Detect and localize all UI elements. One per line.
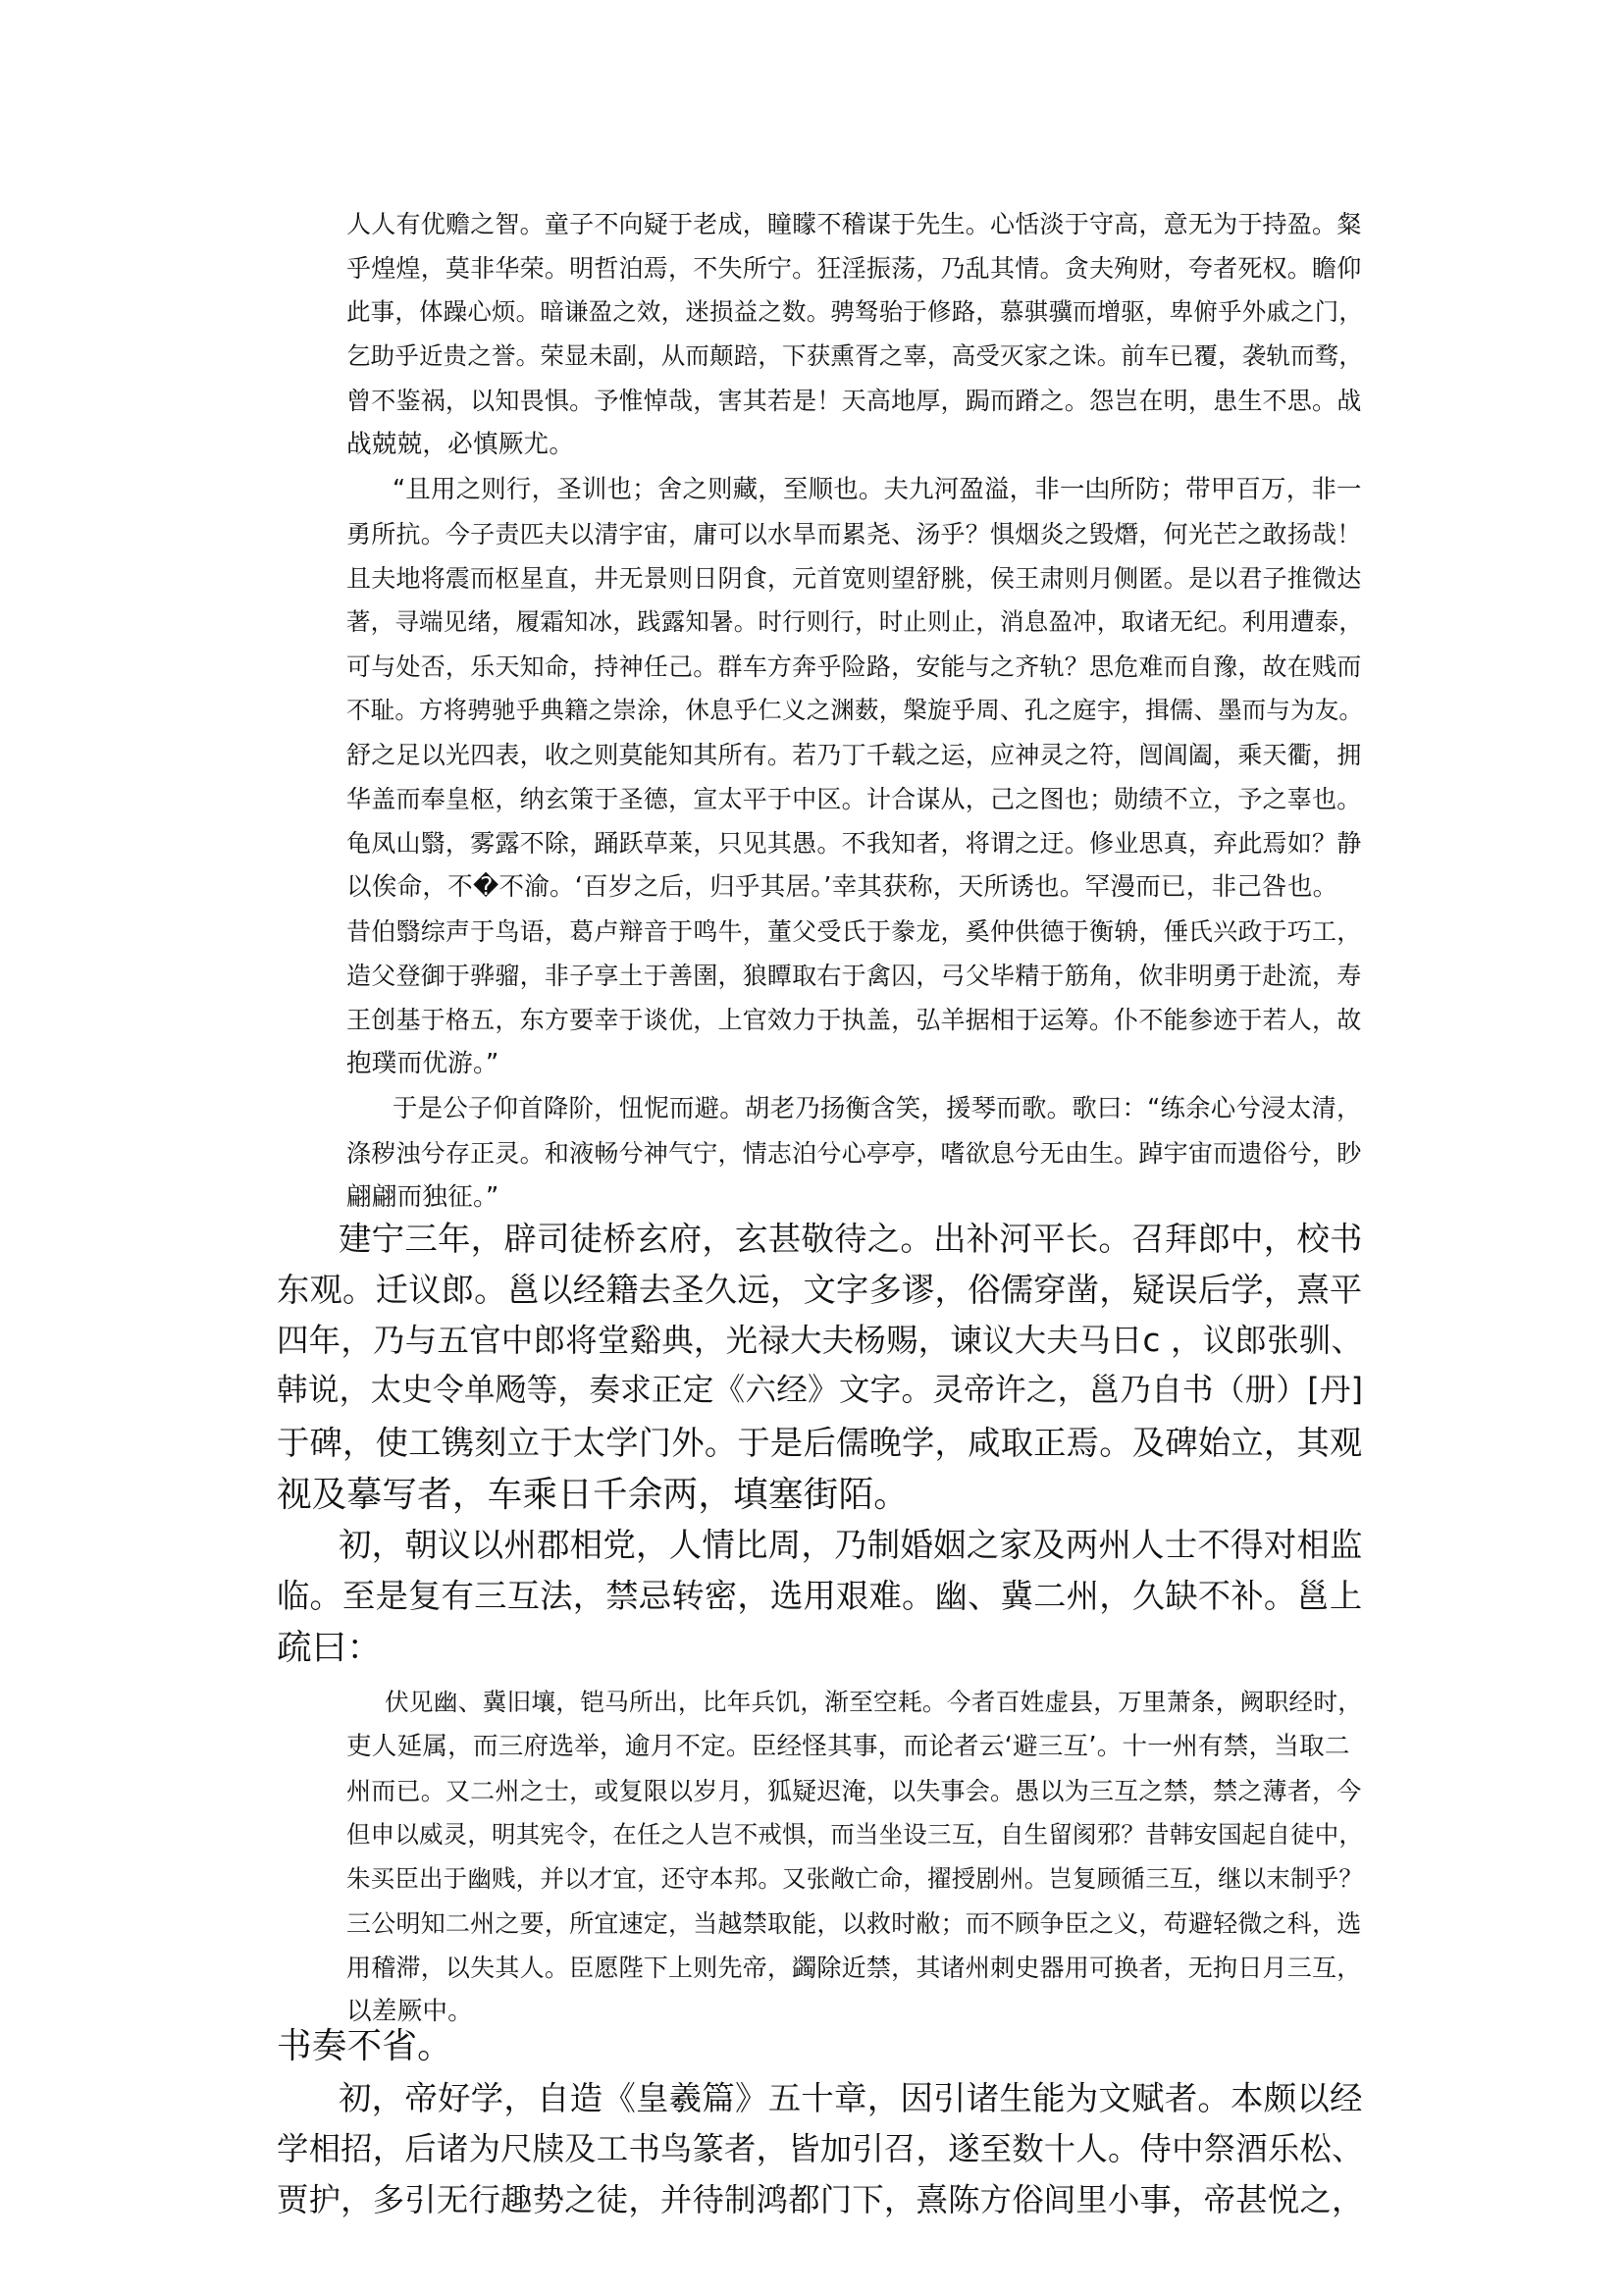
quote-line: 伏见幽、冀旧壤，铠马所出，比年兵饥，渐至空耗。今者百姓虚县，万里萧条，阙职经时， [385, 1688, 1363, 1716]
quote-line: 战兢兢，必慎厥尤。 [346, 430, 575, 459]
body-line: 贾护，多引无行趣势之徒，并待制鸿都门下，熹陈方俗闾里小事，帝甚悦之， [277, 2181, 1364, 2218]
quote-line: 乎煌煌，莫非华荣。明哲泊焉，不失所宁。狂淫振荡，乃乱其情。贪夫殉财，夸者死权。瞻仰 [346, 254, 1362, 283]
quote-line: 人人有优赡之智。童子不向疑于老成，瞳矇不稽谋于先生。心恬淡于守高，意无为于持盈。粲 [346, 210, 1362, 238]
quote-line: 用稽滞，以失其人。臣愿陛下上则先帝，蠲除近禁，其诸州刺史器用可换者，无拘日月三互， [346, 1954, 1362, 1982]
quote-line: 但申以威灵，明其宪令，在任之人岂不戒惧，而当坐设三互，自生留阂邪？昔韩安国起自徒中， [346, 1820, 1364, 1849]
quote-line: 舒之足以光四表，收之则莫能知其所有。若乃丁千载之运，应神灵之符，闿阊阖，乘天衢，拥 [346, 741, 1362, 769]
quote-line: 于是公子仰首降阶，忸怩而避。胡老乃扬衡含笑，援琴而歌。歌曰：“练余心兮浸太清， [393, 1094, 1362, 1123]
quote-line: 可与处否，乐天知命，持神任己。群车方奔乎险路，安能与之齐轨？思危难而自豫，故在贱而 [346, 652, 1362, 681]
quote-line: 翩翩而独征。” [346, 1182, 499, 1212]
body-line: 四年，乃与五官中郎将堂谿典，光禄大夫杨赐，谏议大夫马日c ，议郎张驯、 [277, 1322, 1364, 1359]
body-line: 临。至是复有三互法，禁忌转密，选用艰难。幽、冀二州，久缺不补。邕上 [277, 1577, 1363, 1615]
body-line: 疏曰： [277, 1628, 383, 1668]
quote-line: 以俟命，不�不渝。‘百岁之后，归乎其居。’幸其获称，天所诱也。罕漫而已，非己咎也。 [346, 872, 1338, 902]
body-line: 视及摹写者，车乘日千余两，填塞街陌。 [277, 1475, 910, 1515]
quote-line: 昔伯翳综声于鸟语，葛卢辩音于鸣牛，董父受氏于豢龙，奚仲供德于衡辀，倕氏兴政于巧工， [346, 917, 1362, 946]
quote-line: 王创基于格五，东方要幸于谈优，上官效力于执盖，弘羊据相于运筹。仆不能参迹于若人，故 [346, 1006, 1362, 1034]
quote-line: 州而已。又二州之士，或复限以岁月，狐疑迟淹，以失事会。愚以为三互之禁，禁之薄者，今 [346, 1777, 1362, 1805]
quote-line: 此事，体躁心烦。暗谦盈之效，迷损益之数。骋驽骀于修路，慕骐骥而增驱，卑俯乎外戚之门， [346, 297, 1364, 326]
quote-line: 造父登御于骅骝，非子享土于善圉，狼瞫取右于禽囚，弓父毕精于筋角，佽非明勇于赴流，寿 [346, 962, 1362, 990]
body-line: 初，朝议以州郡相党，人情比周，乃制婚姻之家及两州人士不得对相监 [339, 1526, 1363, 1564]
quote-line: 抱璞而优游。” [346, 1049, 499, 1078]
quote-line: 曾不鉴祸，以知畏惧。予惟悼哉，害其若是！天高地厚，跼而蹐之。怨岂在明，患生不思。战 [346, 387, 1362, 415]
quote-line: 以差厥中。 [346, 1997, 473, 2026]
quote-line: 吏人延属，而三府选举，逾月不定。臣经怪其事，而论者云‘避三互’。十一州有禁，当取二 [346, 1732, 1350, 1761]
quote-line: 且夫地将震而枢星直，井无景则日阴食，元首宽则望舒脁，侯王肃则月侧匿。是以君子推微达 [346, 564, 1362, 593]
body-line: 东观。迁议郎。邕以经籍去圣久远，文字多谬，俗儒穿凿，疑误后学，熹平 [277, 1271, 1363, 1309]
quote-line: 著，寻端见绪，履霜知冰，践露知暑。时行则行，时止则止，消息盈冲，取诸无纪。利用遭泰， [346, 607, 1364, 636]
quote-line: 朱买臣出于幽贱，并以才宜，还守本邦。又张敞亡命，擢授剧州。岂复顾循三互，继以末制乎？ [346, 1864, 1364, 1893]
quote-line: “且用之则行，圣训也；舍之则藏，至顺也。夫九河盈溢，非一凷所防；带甲百万，非一 [393, 475, 1362, 504]
quote-line: 涤秽浊兮存正灵。和液畅兮神气宁，情志泊兮心亭亭，嗜欲息兮无由生。踔宇宙而遗俗兮，眇 [346, 1139, 1362, 1168]
quote-line: 不耻。方将骋驰乎典籍之崇涂，休息乎仁义之渊薮，槃旋乎周、孔之庭宇，揖儒、墨而与为友。 [346, 696, 1364, 724]
quote-line: 龟凤山翳，雾露不除，踊跃草莱，只见其愚。不我知者，将谓之迂。修业思真，弃此焉如？静 [346, 829, 1362, 858]
quote-line: 华盖而奉皇枢，纳玄策于圣德，宣太平于中区。计合谋从，己之图也；勋绩不立，予之辜也。 [346, 785, 1362, 813]
body-line: 初，帝好学，自造《皇羲篇》五十章，因引诸生能为文赋者。本颇以经 [339, 2079, 1363, 2117]
body-line: 建宁三年，辟司徒桥玄府，玄甚敬待之。出补河平长。召拜郎中，校书 [339, 1220, 1363, 1258]
quote-line: 三公明知二州之要，所宜速定，当越禁取能，以救时敝；而不顾争臣之义，苟避轻微之科，选 [346, 1909, 1362, 1938]
body-line: 书奏不省。 [277, 2026, 452, 2066]
body-line: 韩说，太史令单飏等，奏求正定《六经》文字。灵帝许之，邕乃自书（册）[丹] [277, 1373, 1364, 1408]
body-line: 于碑，使工镌刻立于太学门外。于是后儒晚学，咸取正焉。及碑始立，其观 [277, 1424, 1363, 1462]
body-line: 学相招，后诸为尺牍及工书鸟篆者，皆加引召，遂至数十人。侍中祭酒乐松、 [277, 2130, 1364, 2167]
quote-line: 勇所抗。今子责匹夫以清宇宙，庸可以水旱而累尧、汤乎？惧烟炎之毁熸，何光芒之敢扬哉！ [346, 520, 1362, 548]
quote-line: 乞助乎近贵之誉。荣显未副，从而颠踣，下获熏胥之辜，高受灭家之诛。前车已覆，袭轨而骛， [346, 341, 1364, 370]
